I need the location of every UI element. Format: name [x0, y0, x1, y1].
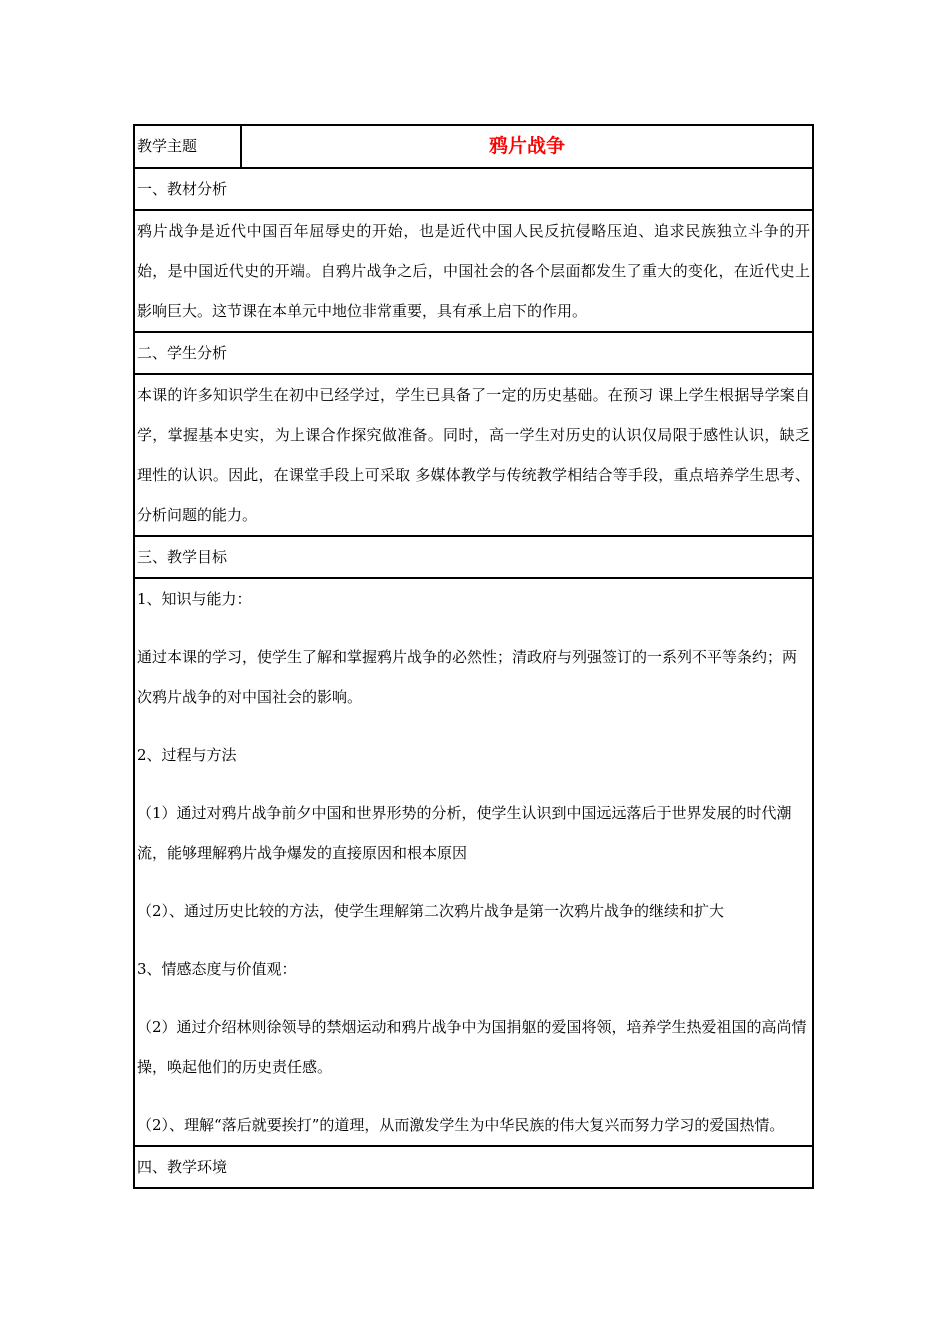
goal2-item1: （1）通过对鸦片战争前夕中国和世界形势的分析，使学生认识到中国远远落后于世界发展的时代潮流，能够理解鸦片战争爆发的直接原因和根本原因: [137, 804, 792, 862]
section-heading-row: [134, 536, 813, 578]
section-body-row: [134, 374, 813, 536]
section-heading-teaching-goals: 三、教学目标: [134, 536, 813, 578]
lesson-plan-table: [133, 124, 814, 1189]
textbook-analysis-text: 鸦片战争是近代中国百年屈辱史的开始，也是近代中国人民反抗侵略压迫、追求民族独立斗争的开始，是中国近代史的开端。自鸦片战争之后，中国社会的各个层面都发生了重大的变化，在近代史上影响巨大。这节课在本单元中地位非常重要，具有承上启下的作用。: [137, 222, 810, 320]
goal1-body: 通过本课的学习，使学生了解和掌握鸦片战争的必然性；清政府与列强签订的一系列不平等条约；两次鸦片战争的对中国社会的影响。: [137, 648, 798, 706]
section-heading-teaching-environment: 四、教学环境: [134, 1146, 813, 1188]
section-body-row: [134, 578, 813, 1146]
goal1-title: 1、知识与能力：: [137, 590, 252, 608]
goal3-item2: （2）、理解“落后就要挨打”的道理，从而激发学生为中华民族的伟大复兴而努力学习的爱国热情。: [137, 1116, 785, 1134]
goal2-title: 2、过程与方法: [137, 746, 237, 764]
student-analysis-cell: [134, 374, 813, 536]
section-body-row: [134, 210, 813, 332]
topic-label: 教学主题: [134, 125, 241, 168]
topic-title: 鸦片战争: [488, 135, 565, 157]
section-heading-row: [134, 332, 813, 374]
goal3-title: 3、情感态度与价值观：: [137, 960, 297, 978]
topic-title-cell: [241, 125, 813, 168]
goal2-item2: （2）、通过历史比较的方法，使学生理解第二次鸦片战争是第一次鸦片战争的继续和扩大: [137, 902, 725, 920]
section-heading-row: [134, 168, 813, 210]
teaching-goals-cell: [134, 578, 813, 1146]
section-heading-textbook-analysis: 一、教材分析: [134, 168, 813, 210]
goal3-item1: （2）通过介绍林则徐领导的禁烟运动和鸦片战争中为国捐躯的爱国将领，培养学生热爱祖国的高尚情操，唤起他们的历史责任感。: [137, 1018, 807, 1076]
topic-row: [134, 125, 813, 168]
section-heading-student-analysis: 二、学生分析: [134, 332, 813, 374]
section-heading-row: [134, 1146, 813, 1188]
student-analysis-text: 本课的许多知识学生在初中已经学过，学生已具备了一定的历史基础。在预习 课上学生根据导学案自学，掌握基本史实，为上课合作探究做准备。同时，高一学生对历史的认识仅局限于感性认识，缺乏理性的认识。因此，在课堂手段上可采取 多媒体教学与传统教学相结合等手段，重点培养学生思考、分析问题的能力。: [137, 386, 810, 524]
textbook-analysis-cell: [134, 210, 813, 332]
